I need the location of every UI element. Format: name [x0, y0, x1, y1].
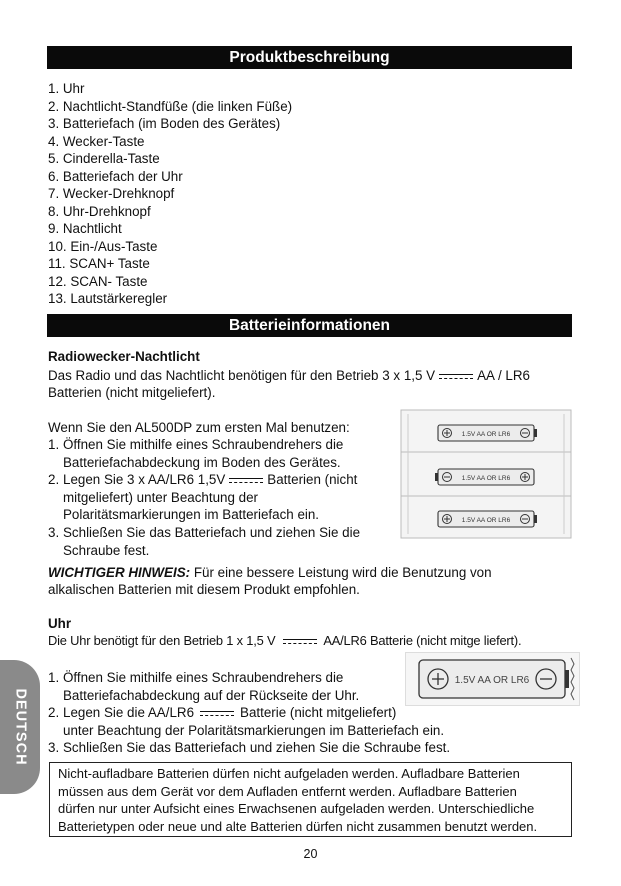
notice-line: Batterietypen oder neue und alte Batterien dürfen nicht zusammen benutzt werden. — [58, 818, 538, 834]
parts-list — [48, 80, 292, 308]
dc-symbol-icon — [200, 711, 234, 716]
list-item: 3. Batteriefach (im Boden des Gerätes) — [48, 116, 281, 131]
list-item: 10. Ein-/Aus-Taste — [48, 238, 158, 254]
battery-label: 1.5V AA OR LR6 — [461, 431, 511, 438]
clock-requirement-text: Die Uhr benötigt für den Betrieb 1 x 1,5 V — [48, 633, 276, 648]
step-text: Batterien (nicht — [267, 472, 358, 488]
list-item: 1. Uhr — [48, 81, 85, 96]
step-text: Batterie (nicht mitgeliefert) — [240, 705, 397, 721]
battery-compartment-illustration — [400, 408, 572, 540]
step-text: Öffnen Sie mithilfe eines Schraubendrehers die — [63, 670, 344, 685]
step-item — [48, 524, 398, 559]
step-item — [48, 436, 398, 471]
dc-symbol-icon — [439, 374, 473, 379]
radio-heading: Radiowecker-Nachtlicht — [48, 349, 200, 364]
section-header-product-description: Produktbeschreibung — [47, 46, 572, 69]
list-item: 2. Nachtlicht-Standfüße (die linken Füße) — [48, 98, 293, 114]
step-text: Polaritätsmarkierungen im Batteriefach ein. — [63, 507, 320, 523]
list-item: 5. Cinderella-Taste — [48, 151, 160, 166]
radio-requirement-text: Das Radio und das Nachtlicht benötigen für den Betrieb 3 x 1,5 V — [48, 368, 436, 383]
step-text: Batteriefachabdeckung im Boden des Gerätes. — [63, 454, 341, 470]
list-item: 13. Lautstärkeregler — [48, 291, 168, 306]
step-item — [48, 739, 518, 757]
step-item — [48, 704, 518, 739]
hint-label: WICHTIGER HINWEIS: — [48, 565, 191, 580]
list-item: 8. Uhr-Drehknopf — [48, 203, 151, 219]
step-text: Schraube fest. — [63, 542, 150, 558]
list-item: 7. Wecker-Drehknopf — [48, 186, 175, 201]
step-number: 2. — [48, 705, 60, 721]
first-use-intro: Wenn Sie den AL500DP zum ersten Mal benutzen: — [48, 420, 350, 435]
clock-battery-illustration — [405, 652, 580, 706]
clock-requirement — [48, 632, 521, 649]
page-number: 20 — [303, 847, 318, 861]
step-item — [48, 471, 398, 524]
notice-line: Nicht-aufladbare Batterien dürfen nicht aufgeladen werden. Aufladbare Batterien — [58, 766, 520, 781]
battery-label: 1.5V AA OR LR6 — [461, 517, 511, 524]
clock-heading: Uhr — [48, 616, 72, 631]
step-text: Öffnen Sie mithilfe eines Schraubendrehers die — [63, 437, 344, 452]
step-number: 2. — [48, 472, 60, 488]
radio-steps — [48, 436, 398, 559]
step-text: Schließen Sie das Batteriefach und ziehen Sie die Schraube fest. — [63, 740, 451, 756]
dc-symbol-icon — [283, 639, 317, 644]
dc-symbol-icon — [229, 478, 263, 483]
step-text: Schließen Sie das Batteriefach und ziehen Sie die — [63, 524, 361, 540]
section-header-battery-info: Batterieinformationen — [47, 314, 572, 337]
step-text: Legen Sie 3 x AA/LR6 1,5V — [63, 472, 226, 488]
list-item: 4. Wecker-Taste — [48, 133, 145, 149]
notice-line: müssen aus dem Gerät vor dem Aufladen entfernt werden. Aufladbare Batterien — [58, 783, 517, 799]
step-number: 3. — [48, 740, 60, 756]
battery-label: 1.5V AA OR LR6 — [454, 675, 530, 686]
clock-requirement-type: AA/LR6 Batterie (nicht mitge liefert). — [323, 633, 522, 648]
step-text: unter Beachtung der Polaritätsmarkierungen im Batteriefach ein. — [63, 722, 445, 738]
list-item: 6. Batteriefach der Uhr — [48, 168, 183, 184]
important-hint — [48, 564, 573, 599]
step-number: 1. — [48, 437, 60, 452]
battery-label: 1.5V AA OR LR6 — [461, 475, 511, 482]
step-number: 1. — [48, 670, 60, 685]
step-text: Batteriefachabdeckung auf der Rückseite der Uhr. — [63, 687, 360, 703]
hint-text-2: alkalischen Batterien mit diesem Produkt empfohlen. — [48, 582, 360, 598]
step-number: 3. — [48, 524, 60, 540]
notice-line: dürfen nur unter Aufsicht eines Erwachsenen aufgeladen werden. Unterschiedliche — [58, 801, 535, 817]
list-item: 12. SCAN- Taste — [48, 273, 148, 289]
list-item: 11. SCAN+ Taste — [48, 256, 150, 271]
radio-requirement — [48, 367, 530, 384]
step-text: Legen Sie die AA/LR6 — [63, 705, 195, 721]
list-item: 9. Nachtlicht — [48, 221, 122, 236]
step-text: mitgeliefert) unter Beachtung der — [63, 489, 259, 505]
radio-requirement-type: AA / LR6 — [477, 368, 530, 383]
radio-requirement-note: Batterien (nicht mitgeliefert). — [48, 385, 216, 400]
language-side-tab-label: DEUTSCH — [12, 688, 29, 766]
hint-text: Für eine bessere Leistung wird die Benutzung von — [193, 565, 492, 580]
battery-safety-notice — [49, 762, 572, 837]
